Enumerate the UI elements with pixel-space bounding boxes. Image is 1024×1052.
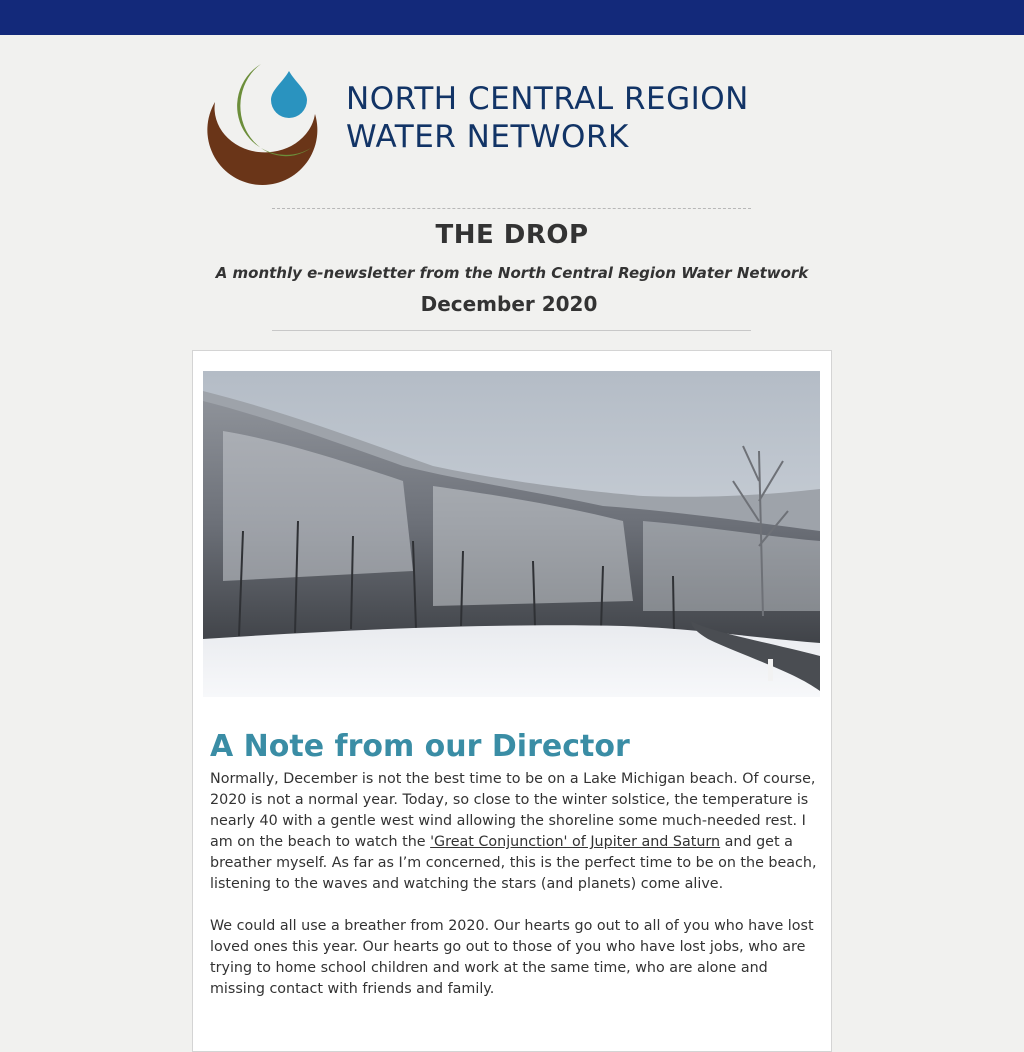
winter-forest-photo [203,371,820,697]
divider-solid [272,330,751,331]
logo-emblem-icon [203,60,323,185]
section-heading: A Note from our Director [210,729,630,764]
divider-dashed [272,208,751,209]
ncrwn-logo[interactable] [203,60,823,185]
paragraph-1-text-a: Normally, December is not the best time to be on a Lake Michigan beach. Of course, 2020 is not a normal year. Today, so close to the winter solstice, the temperature is nearly 40 with a gentle west wind allowing the shoreline some much-needed rest. I am on the beach to watch the [210,771,816,850]
article-paragraph-1 [210,769,820,895]
logo-line-1: NORTH CENTRAL REGION [346,81,749,117]
content-card [192,350,832,1052]
newsletter-subtitle: A monthly e-newsletter from the North Central Region Water Network [215,264,809,282]
logo-wordmark [346,80,749,156]
newsletter-title: THE DROP [435,220,589,250]
great-conjunction-link[interactable]: 'Great Conjunction' of Jupiter and Saturn [430,834,721,850]
article-paragraph-2: We could all use a breather from 2020. Our hearts go out to all of you who have lost loved ones this year. Our hearts go out to those of you who have lost jobs, who are trying to home school children and work at the same time, who are alone and missing contact with friends and family. [210,918,814,997]
issue-date: December 2020 [420,292,598,316]
logo-line-2: WATER NETWORK [346,119,629,155]
top-banner-bar [0,0,1024,35]
paragraph-1-text-b: and get a breather myself. As far as I’m concerned, this is the perfect time to be on the beach, listening to the waves and watching the stars (and planets) come alive. [210,834,817,892]
